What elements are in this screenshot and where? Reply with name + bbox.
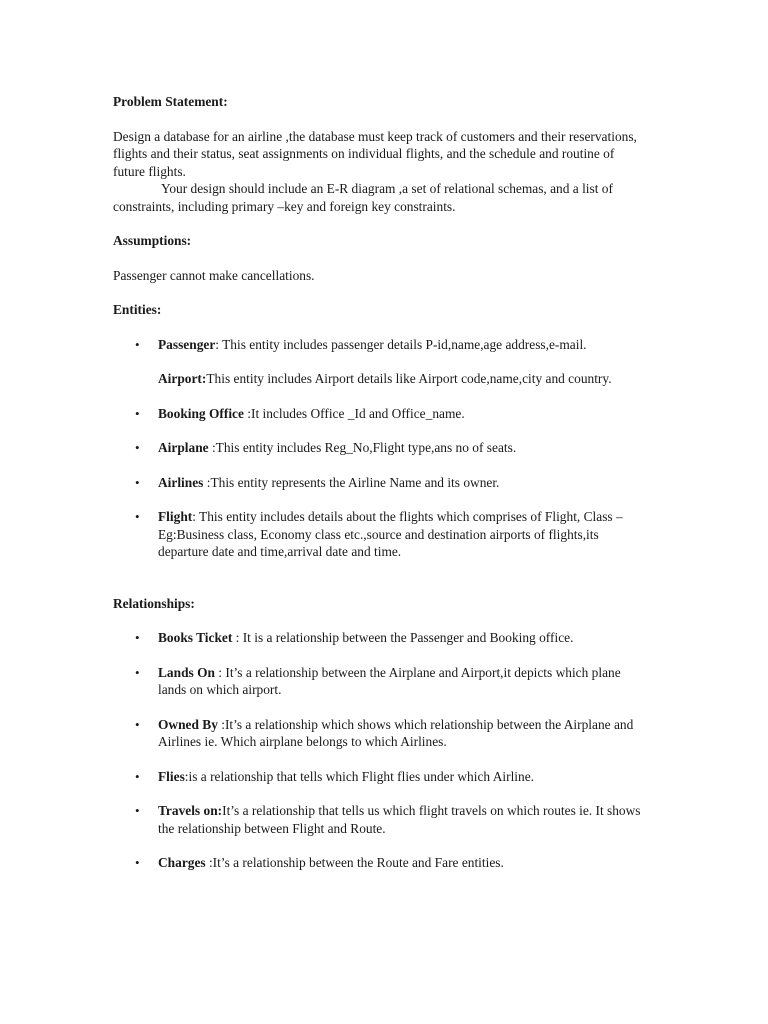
assumptions-text: Passenger cannot make cancellations.: [113, 267, 315, 283]
entity-item-airport: [113, 370, 643, 388]
entity-item-flight: [113, 508, 643, 561]
bullet-icon: •: [135, 440, 140, 455]
relationship-term: Travels on:: [158, 803, 223, 818]
document-page: [113, 93, 643, 872]
relationship-term: Charges: [158, 855, 206, 870]
relationship-desc: : It is a relationship between the Passenger and Booking office.: [232, 630, 574, 645]
entity-term: Airport:: [158, 371, 207, 386]
relationship-item-travels-on: [113, 802, 643, 837]
bullet-icon: •: [135, 474, 140, 490]
relationship-term: Lands On: [158, 664, 215, 680]
bullet-icon: •: [135, 803, 140, 818]
relationship-desc: :It’s a relationship which shows which relationship between the Airplane and Airlines ie. Which airplane belongs to which Airlines.: [158, 716, 634, 749]
entity-desc: This entity includes Airport details like Airport code,name,city and country.: [206, 371, 612, 386]
relationship-item-charges: [113, 854, 643, 872]
relationship-term: Books Ticket: [158, 630, 233, 645]
relationship-term: Owned By: [158, 716, 218, 732]
bullet-icon: •: [135, 405, 140, 421]
bullet-icon: •: [135, 630, 140, 645]
problem-statement-heading: Problem Statement:: [113, 94, 228, 109]
entity-desc: :It includes Office _Id and Office_name.: [243, 405, 465, 421]
entity-term: Passenger: [158, 336, 216, 352]
entity-desc: :This entity includes Reg_No,Flight type,ans no of seats.: [208, 440, 517, 455]
entity-desc: : This entity includes passenger details P-id,name,age address,e-mail.: [215, 336, 587, 352]
assumptions-heading: Assumptions:: [113, 233, 192, 248]
relationship-desc: It’s a relationship that tells us which flight travels on which routes ie. It shows the relationship between Flight and Route.: [158, 803, 641, 836]
bullet-icon: •: [135, 768, 140, 784]
entity-term: Airplane: [158, 440, 209, 455]
relationship-item-lands-on: [113, 664, 643, 699]
entity-term: Flight: [158, 509, 193, 524]
entities-list: [113, 336, 643, 354]
entity-item-passenger: [113, 336, 643, 354]
relationship-item-owned-by: [113, 716, 643, 751]
problem-statement-paragraph-2: Your design should include an E-R diagram ,a set of relational schemas, and a list of constraints, including primary –key and foreign key constraints.: [113, 181, 613, 214]
entity-term: Booking Office: [158, 405, 244, 421]
relationships-heading: Relationships:: [113, 595, 195, 611]
entity-desc: :This entity represents the Airline Name and its owner.: [203, 474, 500, 490]
relationship-item-books-ticket: [113, 629, 643, 647]
entity-item-booking-office: [113, 405, 643, 423]
relationship-desc: : It’s a relationship between the Airplane and Airport,it depicts which plane lands on which airport.: [158, 664, 621, 697]
entities-heading: Entities:: [113, 302, 162, 317]
bullet-icon: •: [135, 664, 140, 680]
bullet-icon: •: [135, 509, 140, 524]
relationship-desc: :is a relationship that tells which Flight flies under which Airline.: [184, 768, 534, 784]
problem-statement-paragraph-1: Design a database for an airline ,the database must keep track of customers and their reservations, flights and their status, seat assignments on individual flights, and the schedule and routine of future flights.: [113, 128, 637, 179]
entity-term: Airlines: [158, 474, 204, 490]
entity-item-airplane: [113, 439, 643, 457]
bullet-icon: •: [135, 716, 140, 732]
relationship-term: Flies: [158, 768, 185, 784]
relationship-item-flies: [113, 768, 643, 786]
relationships-list: [113, 629, 643, 872]
entity-desc: : This entity includes details about the flights which comprises of Flight, Class –Eg:Business class, Economy class etc.,source and destination airports of flights,its departure date and time,arrival date and time.: [158, 509, 623, 559]
bullet-icon: •: [135, 855, 140, 870]
bullet-icon: •: [135, 336, 140, 352]
entity-item-airlines: [113, 474, 643, 492]
entities-list-more: [113, 405, 643, 561]
relationship-desc: :It’s a relationship between the Route and Fare entities.: [205, 855, 504, 870]
